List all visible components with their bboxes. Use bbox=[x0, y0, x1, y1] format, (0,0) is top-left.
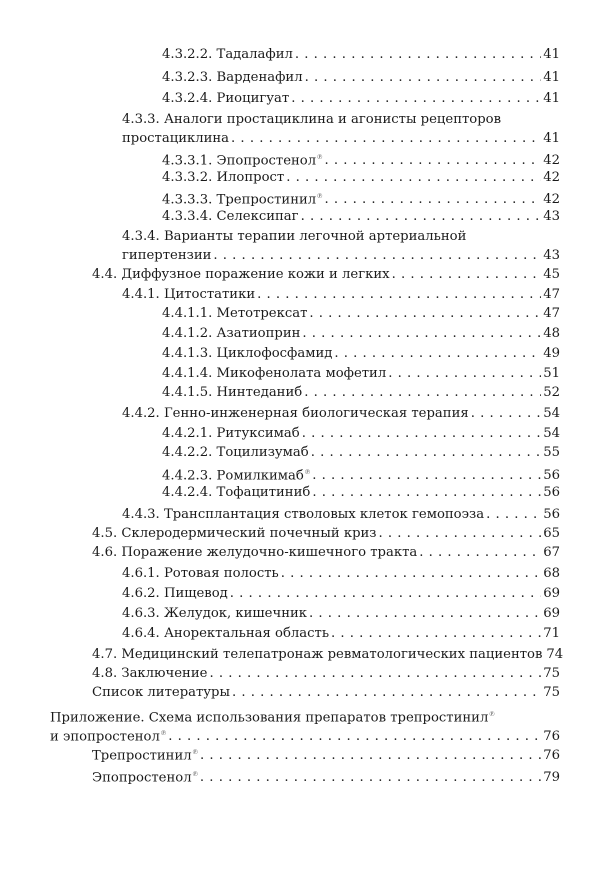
toc-page-number: 67 bbox=[543, 545, 560, 560]
dot-leader bbox=[304, 383, 541, 402]
registered-mark-icon: ℗ bbox=[192, 748, 198, 756]
toc-page-number: 74 bbox=[546, 647, 564, 662]
toc-page-number: 48 bbox=[543, 326, 560, 341]
toc-entry-anorectal bbox=[122, 624, 560, 643]
toc-entry-rituximab bbox=[162, 424, 560, 443]
toc-entry-cyclophosphamide bbox=[162, 344, 560, 363]
toc-entry-iloprost bbox=[162, 168, 560, 187]
registered-mark-icon: ℗ bbox=[489, 710, 495, 718]
toc-entry-nintedanib bbox=[162, 383, 560, 402]
dot-leader bbox=[230, 584, 541, 603]
toc-page-number: 52 bbox=[543, 385, 560, 400]
toc-page-number: 43 bbox=[543, 209, 560, 224]
toc-entry-telemonitoring bbox=[92, 645, 564, 664]
dot-leader bbox=[286, 168, 541, 187]
toc-entry-title: 4.4.1.5. Нинтеданиб bbox=[162, 385, 303, 400]
toc-entry-title-line2: и эпопростенол℗ bbox=[50, 729, 167, 745]
toc-entry-title: 4.3.3.3. Трепростинил℗ bbox=[162, 192, 323, 208]
toc-entry-title: 4.4.1.4. Микофенолата мофетил bbox=[162, 366, 387, 381]
toc-entry-title: 4.6.2. Пищевод bbox=[122, 586, 228, 601]
toc-entry-vardenafil bbox=[162, 68, 560, 87]
toc-entry-title: 4.6.3. Желудок, кишечник bbox=[122, 606, 308, 621]
toc-entry-title: 4.3.3.1. Эпопростенол℗ bbox=[162, 153, 323, 169]
toc-entry-oral-cavity bbox=[122, 564, 560, 583]
toc-page-number: 42 bbox=[543, 170, 560, 185]
toc-page-number: 51 bbox=[543, 366, 560, 381]
toc-page-number: 68 bbox=[543, 566, 560, 581]
dot-leader bbox=[200, 768, 541, 787]
dot-leader bbox=[379, 524, 542, 543]
toc-entry-renal-crisis bbox=[92, 524, 560, 543]
dot-leader bbox=[334, 344, 541, 363]
dot-leader bbox=[305, 68, 542, 87]
toc-page-number: 41 bbox=[543, 91, 560, 106]
toc-page-number: 42 bbox=[543, 192, 560, 208]
toc-entry-title-line2: простациклина bbox=[122, 131, 230, 146]
toc-entry-references bbox=[92, 683, 560, 702]
dot-leader bbox=[388, 364, 541, 383]
dot-leader bbox=[486, 505, 541, 524]
toc-entry-title: Эпопростенол℗ bbox=[92, 770, 198, 786]
toc-entry-methotrexate bbox=[162, 304, 560, 323]
toc-page-number: 43 bbox=[543, 248, 560, 263]
toc-page-number: 41 bbox=[543, 70, 560, 85]
toc-entry-title: 4.4.1.1. Метотрексат bbox=[162, 306, 308, 321]
toc-entry-title: Список литературы bbox=[92, 685, 230, 700]
toc-page-number: 55 bbox=[543, 445, 560, 460]
toc-page-number: 56 bbox=[543, 468, 560, 484]
registered-mark-icon: ℗ bbox=[317, 192, 323, 200]
dot-leader bbox=[295, 45, 541, 64]
toc-page-number: 76 bbox=[543, 748, 560, 764]
toc-entry-title: 4.3.3.2. Илопрост bbox=[162, 170, 285, 185]
toc-entry-title: 4.6. Поражение желудочно-кишечного тракта bbox=[92, 545, 418, 560]
toc-entry-title: 4.6.1. Ротовая полость bbox=[122, 566, 279, 581]
toc-page-number: 75 bbox=[543, 666, 560, 681]
toc-entry-title: 4.4.2.1. Ритуксимаб bbox=[162, 426, 300, 441]
toc-entry-title: Трепростинил℗ bbox=[92, 748, 198, 764]
toc-entry-title: 4.3.2.4. Риоцигуат bbox=[162, 91, 290, 106]
toc-entry-title: 4.4. Диффузное поражение кожи и легких bbox=[92, 267, 390, 282]
toc-page-number: 54 bbox=[543, 406, 560, 421]
dot-leader bbox=[232, 683, 541, 702]
toc-entry-diffuse-skin-lung bbox=[92, 265, 560, 284]
toc-page-number: 41 bbox=[543, 131, 560, 146]
toc-entry-treprostinil bbox=[162, 187, 560, 206]
toc-page-number: 65 bbox=[543, 526, 560, 541]
dot-leader bbox=[419, 543, 541, 562]
toc-entry-title: 4.4.2.4. Тофацитиниб bbox=[162, 485, 311, 500]
toc-entry-title: 4.4.1.2. Азатиоприн bbox=[162, 326, 301, 341]
dot-leader bbox=[392, 265, 542, 284]
toc-entry-esophagus bbox=[122, 584, 560, 603]
dot-leader bbox=[309, 304, 541, 323]
toc-entry-tofacitinib bbox=[162, 483, 560, 502]
toc-entry-title: 4.4.2.3. Ромилкимаб℗ bbox=[162, 468, 311, 484]
toc-page-number: 69 bbox=[543, 586, 560, 601]
registered-mark-icon: ℗ bbox=[317, 153, 323, 161]
toc-entry-gi-tract bbox=[92, 543, 560, 562]
dot-leader bbox=[257, 285, 541, 304]
toc-page-number: 54 bbox=[543, 426, 560, 441]
toc-page-number: 41 bbox=[543, 47, 560, 62]
toc-entry-title: 4.4.1.3. Циклофосфамид bbox=[162, 346, 333, 361]
dot-leader bbox=[331, 624, 541, 643]
toc-page-number: 69 bbox=[543, 606, 560, 621]
toc-entry-prostacyclin-analogs bbox=[122, 110, 560, 146]
toc-page-number: 76 bbox=[543, 729, 560, 745]
toc-entry-title-line1: 4.3.4. Варианты терапии легочной артериальной bbox=[122, 229, 467, 244]
toc-entry-title: 4.4.3. Трансплантация стволовых клеток гемопоэза bbox=[122, 507, 485, 522]
dot-leader bbox=[309, 604, 541, 623]
toc-page-number: 49 bbox=[543, 346, 560, 361]
toc-entry-title: 4.3.3.4. Селексипаг bbox=[162, 209, 299, 224]
dot-leader bbox=[281, 564, 542, 583]
dot-leader bbox=[301, 207, 542, 226]
dot-leader bbox=[291, 89, 541, 108]
toc-entry-title: 4.5. Склеродермический почечный криз bbox=[92, 526, 377, 541]
toc-entry-epoprostenol bbox=[162, 148, 560, 167]
toc-entry-tocilizumab bbox=[162, 443, 560, 462]
toc-entry-title: 4.3.2.3. Варденафил bbox=[162, 70, 303, 85]
toc-entry-romilkimab bbox=[162, 463, 560, 482]
toc-entry-cytostatics bbox=[122, 285, 560, 304]
dot-leader bbox=[302, 324, 541, 343]
toc-entry-azathioprine bbox=[162, 324, 560, 343]
toc-entry-title-line2: гипертензии bbox=[122, 248, 212, 263]
toc-entry-appendix bbox=[50, 705, 560, 745]
toc-entry-stem-cell-transplant bbox=[122, 505, 560, 524]
toc-entry-tadalafil bbox=[162, 45, 560, 64]
dot-leader bbox=[471, 404, 542, 423]
toc-entry-title-line1: Приложение. Схема использования препаратов трепростинил℗ bbox=[50, 710, 495, 726]
toc-page-number: 47 bbox=[543, 287, 560, 302]
toc-entry-riociguat bbox=[162, 89, 560, 108]
toc-entry-title: 4.4.1. Цитостатики bbox=[122, 287, 256, 302]
toc-entry-title: 4.3.2.2. Тадалафил bbox=[162, 47, 293, 62]
toc-page-number: 79 bbox=[543, 770, 560, 786]
toc-page-number: 47 bbox=[543, 306, 560, 321]
dot-leader bbox=[209, 664, 541, 683]
toc-entry-conclusion bbox=[92, 664, 560, 683]
toc-entry-pah-therapy-options bbox=[122, 227, 560, 263]
dot-leader bbox=[312, 483, 541, 502]
toc-entry-title: 4.4.2.2. Тоцилизумаб bbox=[162, 445, 309, 460]
dot-leader bbox=[231, 129, 541, 148]
registered-mark-icon: ℗ bbox=[192, 770, 198, 778]
dot-leader bbox=[311, 443, 542, 462]
toc-entry-appendix-treprostinil bbox=[92, 743, 560, 762]
toc-entry-mycophenolate bbox=[162, 364, 560, 383]
toc-page-number: 45 bbox=[543, 267, 560, 282]
dot-leader bbox=[213, 246, 541, 265]
dot-leader bbox=[200, 746, 541, 765]
toc-entry-selexipag bbox=[162, 207, 560, 226]
toc-entry-title: 4.6.4. Аноректальная область bbox=[122, 626, 330, 641]
toc-page-number: 75 bbox=[543, 685, 560, 700]
toc-entry-title: 4.7. Медицинский телепатронаж ревматологических пациентов bbox=[92, 647, 543, 662]
toc-page-number: 71 bbox=[543, 626, 560, 641]
toc-page-number: 56 bbox=[543, 485, 560, 500]
toc-entry-appendix-epoprostenol bbox=[92, 765, 560, 784]
toc-entry-title: 4.4.2. Генно-инженерная биологическая терапия bbox=[122, 406, 469, 421]
toc-entry-biologic-therapy bbox=[122, 404, 560, 423]
registered-mark-icon: ℗ bbox=[304, 468, 311, 476]
toc-entry-stomach-intestine bbox=[122, 604, 560, 623]
toc-page-number: 42 bbox=[543, 153, 560, 169]
toc-entry-title: 4.8. Заключение bbox=[92, 666, 208, 681]
toc-page-number: 56 bbox=[543, 507, 560, 522]
registered-mark-icon: ℗ bbox=[160, 729, 167, 737]
toc-entry-title-line1: 4.3.3. Аналоги простациклина и агонисты рецепторов bbox=[122, 112, 502, 127]
dot-leader bbox=[302, 424, 542, 443]
